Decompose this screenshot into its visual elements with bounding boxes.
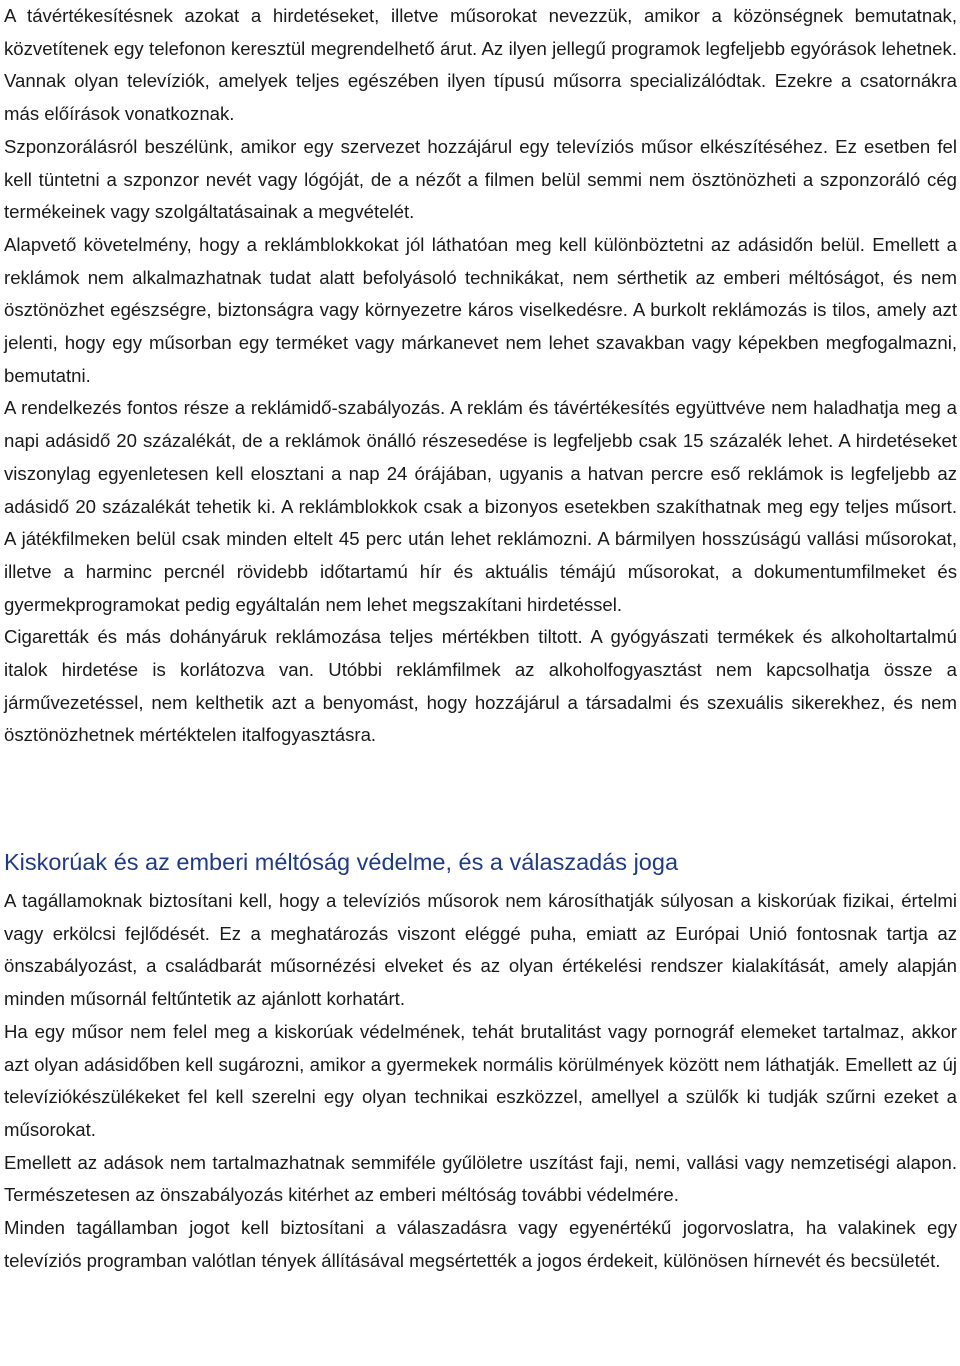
- paragraph-harmful-content: Ha egy műsor nem felel meg a kiskorúak védelmének, tehát brutalitást vagy pornográf elemeket tartalmaz, akkor azt olyan adásidőben kell sugározni, amikor a gyermekek normális körülmények között nem láthatják. Emellett az új televíziókészülékeket fel kell szerelni egy olyan technikai eszközzel, amellyel a szülők ki tudják szűrni ezeket a műsorokat.: [4, 1020, 957, 1140]
- bottom-text-block: [4, 885, 957, 1277]
- paragraph-hate-speech: Emellett az adások nem tartalmazhatnak semmiféle gyűlöletre uszítást faji, nemi, vallási vagy nemzetiségi alapon. Természetesen az önszabályozás kitérhet az emberi méltóság további védelmére.: [4, 1151, 957, 1206]
- paragraph-tobacco-alcohol: Cigaretták és más dohányáruk reklámozása teljes mértékben tiltott. A gyógyászati termékek és alkoholtartalmú italok hirdetése is korlátozva van. Utóbbi reklámfilmek az alkoholfogyasztást nem kapcsolhatja össze a járművezetéssel, nem kelthetik azt a benyomást, hogy hozzájárul a társadalmi és szexuális sikerekhez, és nem ösztönözhetnek mértéktelen italfogyasztásra.: [4, 626, 957, 746]
- paragraph-ad-blocks: Alapvető követelmény, hogy a reklámblokkokat jól láthatóan meg kell különböztetni az adásidőn belül. Emellett a reklámok nem alkalmazhatnak tudat alatt befolyásoló technikákat, nem sérthetik az emberi méltóságot, és nem ösztönözhet egészségre, biztonságra vagy környezetre káros viselkedésre. A burkolt reklámozás is tilos, amely azt jelenti, hogy egy műsorban egy terméket vagy márkanevet nem lehet szavakban vagy képekben megfogalmazni, bemutatni.: [4, 233, 957, 386]
- paragraph-minors-protection: A tagállamoknak biztosítani kell, hogy a televíziós műsorok nem károsíthatják súlyosan a kiskorúak fizikai, értelmi vagy erkölcsi fejlődését. Ez a meghatározás viszont eléggé puha, emiatt az Európai Unió fontosnak tartja az önszabályozást, a családbarát műsornézési elveket és az olyan értékelési rendszer kialakítását, amely alapján minden műsornál feltűntetik az ajánlott korhatárt.: [4, 890, 957, 1010]
- top-text-block: [4, 0, 957, 752]
- paragraph-ad-time: A rendelkezés fontos része a reklámidő-szabályozás. A reklám és távértékesítés együttvéve nem haladhatja meg a napi adásidő 20 százalékát, de a reklámok önálló részesedése is legfeljebb csak 15 százalék lehet. A hirdetéseket viszonylag egyenletesen kell elosztani a nap 24 órájában, ugyanis a hatvan percre eső reklámok is legfeljebb az adásidő 20 százalékát tehetik ki. A reklámblokkok csak a bizonyos esetekben szakíthatnak meg egy teljes műsort. A játékfilmeken belül csak minden eltelt 45 perc után lehet reklámozni. A bármilyen hosszúságú vallási műsorokat, illetve a harminc percnél rövidebb időtartamú hír és aktuális témájú műsorokat, a dokumentumfilmeket és gyermekprogramokat pedig egyáltalán nem lehet megszakítani hirdetéssel.: [4, 397, 957, 615]
- paragraph-telemarketing: A távértékesítésnek azokat a hirdetéseket, illetve műsorokat nevezzük, amikor a közönségnek bemutatnak, közvetítenek egy telefonon keresztül megrendelhető árut. Az ilyen jellegű programok legfeljebb egyórások lehetnek. Vannak olyan televíziók, amelyek teljes egészében ilyen típusú műsorra specializálódtak. Ezekre a csatornákra más előírások vonatkoznak.: [4, 5, 957, 125]
- paragraph-right-of-reply: Minden tagállamban jogot kell biztosítani a válaszadásra vagy egyenértékű jogorvoslatra, ha valakinek egy televíziós programban valótlan tények állításával megsértették a jogos érdekeit, különösen hírnevét és becsületét.: [4, 1217, 957, 1271]
- section-heading: Kiskorúak és az emberi méltóság védelme, és a válaszadás joga: [4, 849, 679, 875]
- paragraph-sponsorship: Szponzorálásról beszélünk, amikor egy szervezet hozzájárul egy televíziós műsor elkészítéséhez. Ez esetben fel kell tüntetni a szponzor nevét vagy lógóját, de a nézőt a filmen belül semmi nem ösztönözheti a szponzoráló cég termékeinek vagy szolgáltatásainak a megvételét.: [4, 135, 957, 223]
